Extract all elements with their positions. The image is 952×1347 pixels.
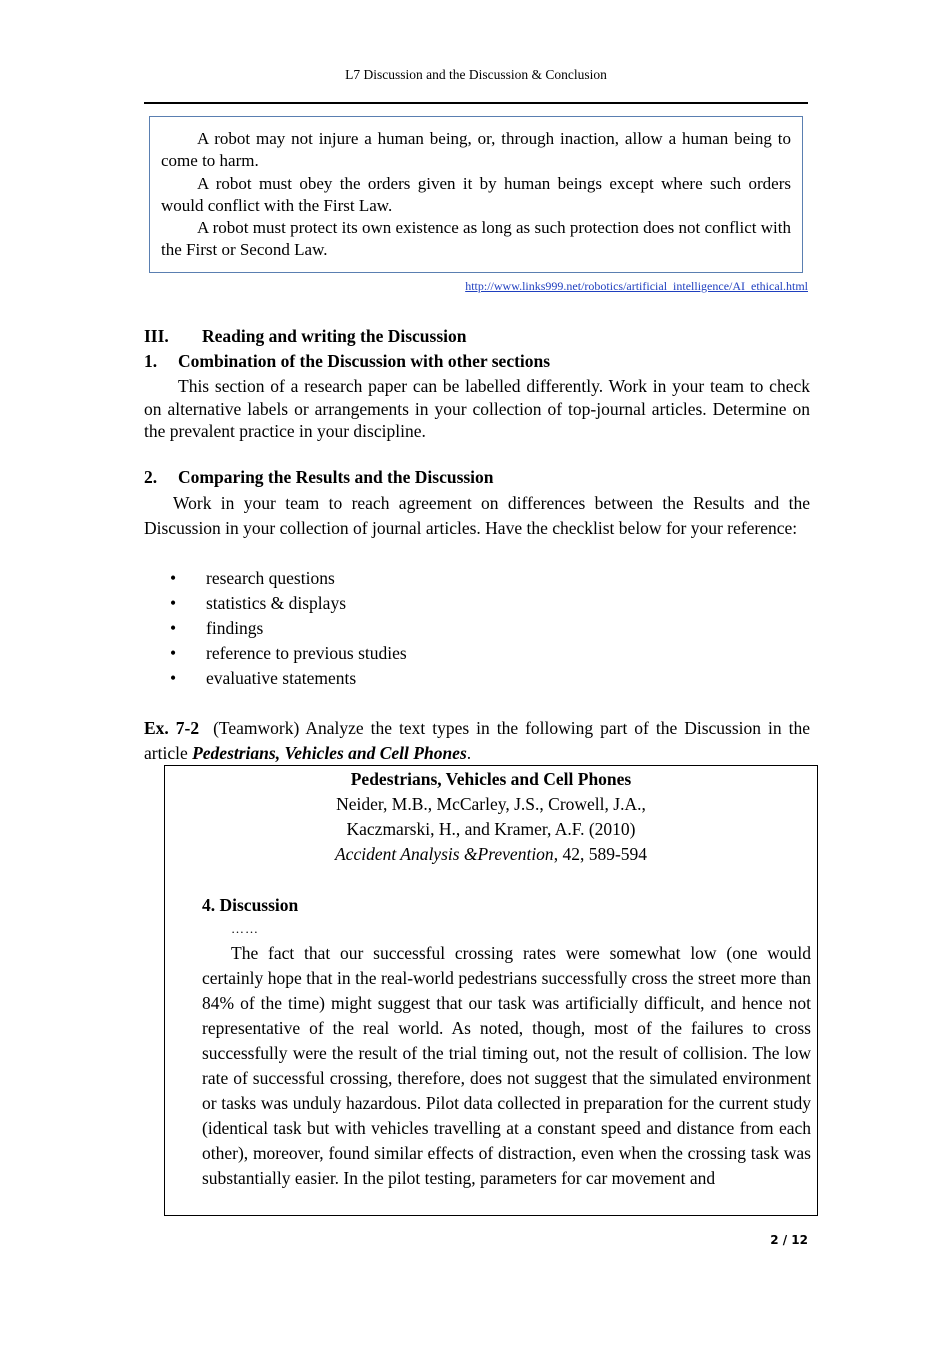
- article-authors-line-1: Neider, M.B., McCarley, J.S., Crowell, J.A.,: [336, 794, 646, 814]
- page-number: 2 / 12: [770, 1233, 808, 1247]
- exercise-instruction: [144, 716, 810, 766]
- section-heading: [144, 326, 467, 347]
- subsection-1-number: 1.: [144, 351, 158, 371]
- subsection-1-heading: [144, 351, 550, 372]
- article-title: Pedestrians, Vehicles and Cell Phones: [350, 769, 632, 789]
- article-excerpt-box: [164, 765, 818, 1216]
- subsection-1-text: This section of a research paper can be labelled differently. Work in your team to check on alternative labels or arrangements in your collection of top-journal articles. Determine on the prevalent practice in your discipline.: [144, 376, 810, 441]
- law-2: A robot must obey the orders given it by human beings except where such orders would conflict with the First Law.: [161, 173, 791, 215]
- list-item: [144, 566, 407, 591]
- list-item-label: findings: [206, 618, 264, 638]
- law-1: A robot may not injure a human being, or, through inaction, allow a human being to come to harm.: [161, 129, 791, 171]
- article-citation: [165, 844, 817, 865]
- robot-laws-box: [149, 116, 803, 273]
- exercise-period: .: [466, 743, 472, 763]
- subsection-2-number: 2.: [144, 467, 158, 487]
- list-item: [144, 616, 407, 641]
- section-number: III.: [144, 326, 169, 346]
- bullet-icon: •: [170, 593, 177, 613]
- bullet-icon: •: [170, 668, 177, 688]
- article-body-text: The fact that our successful crossing rates were somewhat low (one would certainly hope that in the real-world pedestrians successfully cross the street more than 84% of the time) might suggest that our task was artificially difficult, and hence not representative of the real world. As noted, though, most of the failures to cross successfully were the result of the trial timing out, not the result of collision. The low rate of successful crossing, therefore, does not suggest that the simulated environment or tasks was unduly hazardous. Pilot data collected in preparation for the current study (identical task but with vehicles travelling at a constant speed and distance from each other), moreover, found similar effects of distraction, even when the crossing task was substantially easier. In the pilot testing, parameters for car movement and: [202, 943, 811, 1188]
- checklist: [144, 566, 407, 691]
- subsection-2-heading: [144, 467, 494, 488]
- list-item: [144, 591, 407, 616]
- section-title: Reading and writing the Discussion: [202, 326, 467, 346]
- exercise-label: Ex. 7-2: [144, 718, 200, 738]
- bullet-icon: •: [170, 643, 177, 663]
- subsection-1-title: Combination of the Discussion with other sections: [178, 351, 551, 371]
- list-item-label: evaluative statements: [206, 668, 357, 688]
- running-header: L7 Discussion and the Discussion & Conclusion: [345, 67, 607, 82]
- subsection-2-text: Work in your team to reach agreement on differences between the Results and the Discussion in your collection of journal articles. Have the checklist below for your reference:: [144, 493, 810, 538]
- exercise-text: (Teamwork) Analyze the text types in the following part of the Discussion in the article: [144, 718, 810, 763]
- source-link[interactable]: http://www.links999.net/robotics/artificial_intelligence/AI_ethical.html: [465, 279, 808, 293]
- bullet-icon: •: [170, 568, 177, 588]
- article-ellipsis: ……: [231, 921, 259, 936]
- subsection-2-title: Comparing the Results and the Discussion: [178, 467, 494, 487]
- law-3: A robot must protect its own existence as long as such protection does not conflict with the First or Second Law.: [161, 218, 791, 260]
- article-section-heading: 4. Discussion: [202, 895, 299, 915]
- list-item-label: reference to previous studies: [206, 643, 407, 663]
- list-item-label: statistics & displays: [206, 593, 346, 613]
- list-item-label: research questions: [206, 568, 335, 588]
- article-citation-details: , 42, 589-594: [553, 844, 648, 864]
- header-rule: [144, 102, 808, 104]
- exercise-article-title: Pedestrians, Vehicles and Cell Phones: [192, 743, 467, 763]
- list-item: [144, 666, 407, 691]
- list-item: [144, 641, 407, 666]
- article-authors-line-2: Kaczmarski, H., and Kramer, A.F. (2010): [346, 819, 636, 839]
- bullet-icon: •: [170, 618, 177, 638]
- article-journal: Accident Analysis &Prevention: [334, 844, 554, 864]
